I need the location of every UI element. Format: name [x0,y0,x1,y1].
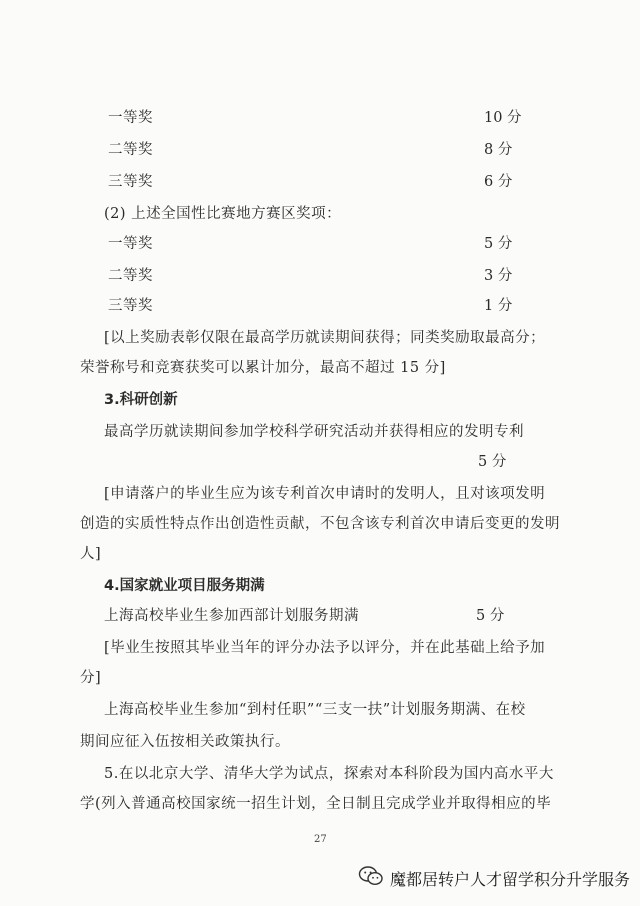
section-heading: 3.科研创新 [104,392,178,408]
note-line: [以上奖励表彰仅限在最高学历就读期间获得；同类奖励取最高分； [104,330,546,346]
note-line: [申请落户的毕业生应为该专利首次申请时的发明人，且对该项发明 [104,486,546,502]
section-score: 5 分 [476,608,505,624]
award-label: 一等奖 [108,110,153,126]
section-text: 学(列入普通高校国家统一招生计划，全日制且完成学业并取得相应的毕 [80,796,552,812]
section-score: 5 分 [478,454,507,470]
award-score: 5 分 [484,236,513,252]
regional-intro: (2) 上述全国性比赛地方赛区奖项： [104,206,342,222]
section-text: 最高学历就读期间参加学校科学研究活动并获得相应的发明专利 [104,424,524,440]
section-heading: 4.国家就业项目服务期满 [104,578,265,594]
award-score: 8 分 [484,142,513,158]
note-line: 创造的实质性特点作出创造性贡献，不包含该专利首次申请后变更的发明 [80,516,560,532]
section-text: 上海高校毕业生参加西部计划服务期满 [104,608,359,624]
watermark-text: 魔都居转户人才留学积分升学服务 [389,869,630,889]
note-line: 人] [80,546,102,562]
award-label: 二等奖 [108,268,153,284]
award-score: 6 分 [484,174,513,190]
award-score: 1 分 [484,298,513,314]
watermark [358,865,630,891]
section-text: 期间应征入伍按相关政策执行。 [80,734,290,750]
section-text: 上海高校毕业生参加“到村任职”“三支一扶”计划服务期满、在校 [104,702,526,718]
award-score: 3 分 [484,268,513,284]
note-line: 分] [80,670,102,686]
award-label: 一等奖 [108,236,153,252]
award-label: 三等奖 [108,174,153,190]
note-line: 荣誉称号和竞赛获奖可以累计加分，最高不超过 15 分] [80,360,446,376]
note-line: [毕业生按照其毕业当年的评分办法予以评分，并在此基础上给予加 [104,640,546,656]
section-text: 5.在以北京大学、清华大学为试点，探索对本科阶段为国内高水平大 [104,766,554,782]
page-number: 27 [314,834,327,845]
award-label: 二等奖 [108,142,153,158]
wechat-icon [358,865,384,891]
award-score: 10 分 [484,110,522,126]
award-label: 三等奖 [108,298,153,314]
